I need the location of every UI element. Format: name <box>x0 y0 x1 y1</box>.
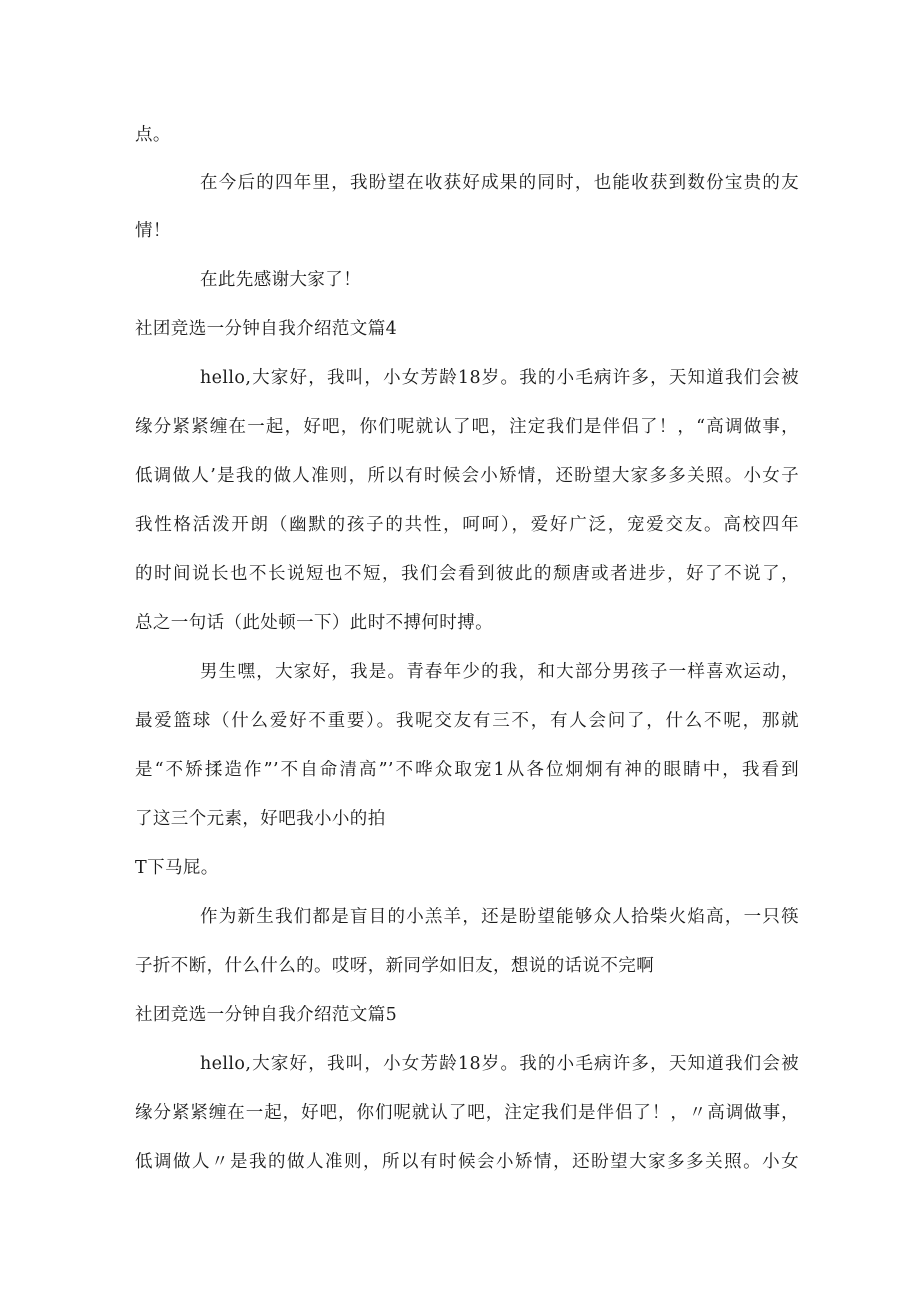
text-line: 子折不断，什么什么的。哎呀，新同学如旧友，想说的话说不完啊 <box>135 956 655 976</box>
text-line: T下马屁。 <box>135 858 219 878</box>
text-line: 点。 <box>135 125 171 145</box>
text-line: 是“不矫揉造作”’不自命清高”’不哗众取宠1从各位炯炯有神的眼睛中，我看到 <box>135 760 799 780</box>
text-line: 最爱篮球（什么爱好不重要）。我呢交友有三不，有人会问了，什么不呢，那就 <box>135 711 799 731</box>
text-line: 总之一句话（此处顿一下）此时不搏何时搏。 <box>135 613 493 633</box>
section-heading: 社团竞选一分钟自我介绍范文篇4 <box>135 319 398 339</box>
text-line: 男生嘿，大家好，我是。青春年少的我，和大部分男孩子一样喜欢运动， <box>200 662 799 682</box>
text-line: hello,大家好，我叫，小女芳龄18岁。我的小毛病许多，天知道我们会被 <box>200 1054 799 1074</box>
text-line: hello,大家好，我叫，小女芳龄18岁。我的小毛病许多，天知道我们会被 <box>200 368 799 388</box>
text-line: 缘分紧紧缠在一起，好吧，你们呢就认了吧，注定我们是伴侣了！，〃高调做事， <box>135 1103 799 1123</box>
text-line: 的时间说长也不长说短也不短，我们会看到彼此的颓唐或者进步，好了不说了， <box>135 564 799 584</box>
text-line: 在此先感谢大家了！ <box>200 270 362 290</box>
section-heading: 社团竞选一分钟自我介绍范文篇5 <box>135 1005 398 1025</box>
text-line: 作为新生我们都是盲目的小羔羊，还是盼望能够众人拾柴火焰高，一只筷 <box>200 907 799 927</box>
text-line: 缘分紧紧缠在一起，好吧，你们呢就认了吧，注定我们是伴侣了！，“高调做事， <box>135 417 799 437</box>
text-line: 低调做人〃是我的做人准则，所以有时候会小矫情，还盼望大家多多关照。小女 <box>135 1152 799 1172</box>
text-line: 我性格活泼开朗（幽默的孩子的共性，呵呵），爱好广泛，宠爱交友。高校四年 <box>135 515 799 535</box>
text-line: 在今后的四年里，我盼望在收获好成果的同时，也能收获到数份宝贵的友 <box>200 173 799 193</box>
text-line: 了这三个元素，好吧我小小的拍 <box>135 809 386 829</box>
text-line: 情！ <box>135 221 171 241</box>
text-line: 低调做人’是我的做人准则，所以有时候会小矫情，还盼望大家多多关照。小女子 <box>135 466 799 486</box>
